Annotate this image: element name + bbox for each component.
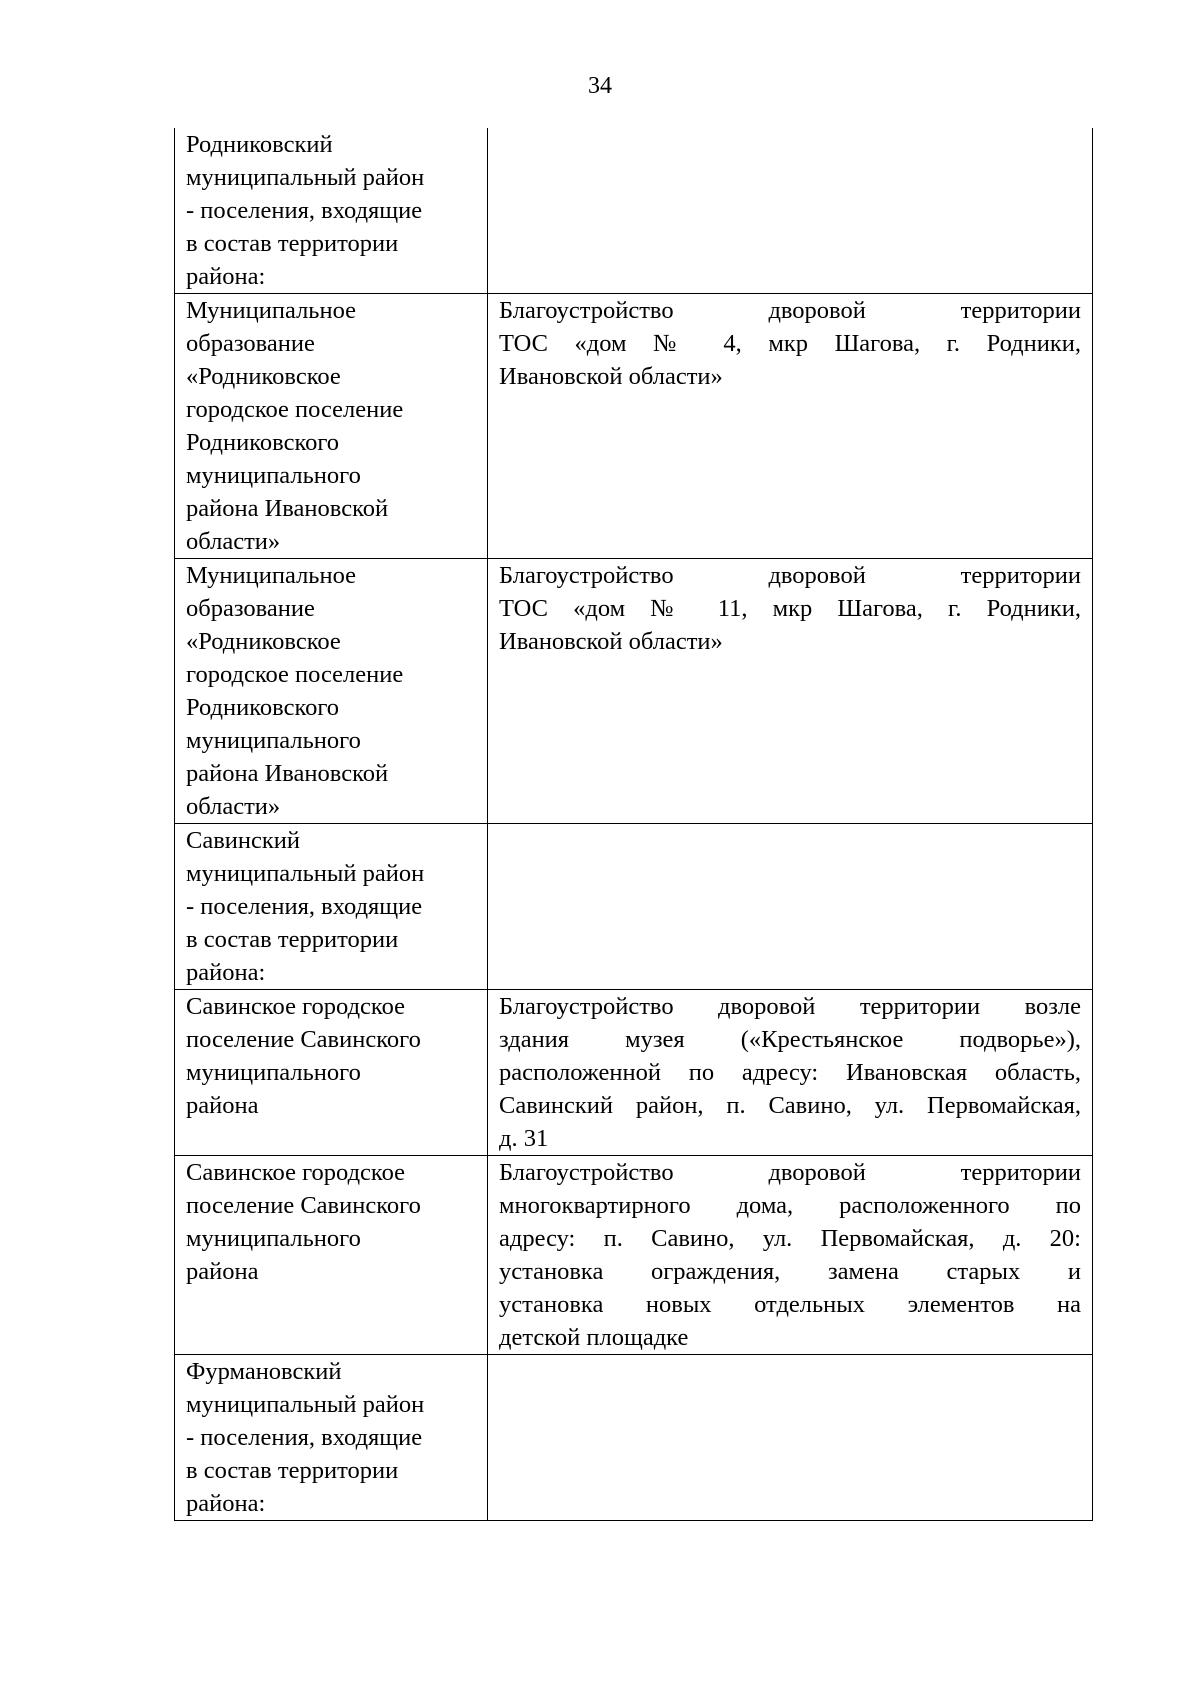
municipality-text-line: - поселения, входящие bbox=[186, 197, 423, 224]
project-text-line: расположенной по адресу: Ивановская область, bbox=[499, 1059, 1081, 1086]
project-text-line: ТОС «дом № 11, мкр Шагова, г. Родники, bbox=[499, 595, 1081, 622]
municipality-text-line: района: bbox=[186, 1490, 266, 1517]
municipality-text-line: в состав территории bbox=[186, 230, 399, 257]
municipality-text-line: поселение Савинского bbox=[186, 1026, 421, 1053]
municipality-cell bbox=[175, 824, 488, 990]
municipality-text-line: муниципальный район bbox=[186, 1391, 425, 1418]
municipality-text-line: - поселения, входящие bbox=[186, 893, 423, 920]
project-text-line: установка ограждения, замена старых и bbox=[499, 1258, 1081, 1285]
project-cell bbox=[488, 128, 1093, 294]
municipality-cell bbox=[175, 294, 488, 559]
project-text-line: установка новых отдельных элементов на bbox=[499, 1291, 1081, 1318]
project-text-line: многоквартирного дома, расположенного по bbox=[499, 1192, 1081, 1219]
municipality-text-line: поселение Савинского bbox=[186, 1192, 421, 1219]
table-row bbox=[175, 294, 1093, 559]
municipality-text-line: района: bbox=[186, 263, 266, 290]
project-text-line: Савинский район, п. Савино, ул. Первомайская, bbox=[499, 1092, 1081, 1119]
page-number: 34 bbox=[588, 73, 612, 99]
municipality-text-line: Фурмановский bbox=[186, 1358, 342, 1385]
municipality-text-line: Родниковского bbox=[186, 429, 340, 456]
municipality-text-line: Савинское городское bbox=[186, 1159, 405, 1186]
municipality-text-line: района bbox=[186, 1092, 259, 1119]
table-row bbox=[175, 559, 1093, 824]
municipality-text-line: в состав территории bbox=[186, 1457, 399, 1484]
table-row bbox=[175, 824, 1093, 990]
municipality-text-line: района Ивановской bbox=[186, 760, 389, 787]
municipality-projects-table bbox=[174, 128, 1093, 1521]
table-row bbox=[175, 990, 1093, 1156]
municipality-text-line: района: bbox=[186, 959, 266, 986]
municipality-text-line: в состав территории bbox=[186, 926, 399, 953]
municipality-cell bbox=[175, 559, 488, 824]
municipality-text-line: района bbox=[186, 1258, 259, 1285]
project-text-line: здания музея («Крестьянское подворье»), bbox=[499, 1026, 1081, 1053]
municipality-text-line: Родниковский bbox=[186, 131, 333, 158]
municipality-text-line: муниципального bbox=[186, 1225, 361, 1252]
municipality-text-line: городское поселение bbox=[186, 661, 404, 688]
project-cell bbox=[488, 824, 1093, 990]
project-text-line: Благоустройство дворовой территории возле bbox=[499, 993, 1081, 1020]
project-text-line: ТОС «дом № 4, мкр Шагова, г. Родники, bbox=[499, 330, 1081, 357]
project-cell bbox=[488, 1355, 1093, 1521]
project-cell bbox=[488, 1156, 1093, 1355]
municipality-text-line: муниципального bbox=[186, 1059, 361, 1086]
municipality-text-line: городское поселение bbox=[186, 396, 404, 423]
project-text-line: Ивановской области» bbox=[499, 363, 723, 390]
municipality-text-line: муниципального bbox=[186, 462, 361, 489]
municipality-text-line: Савинский bbox=[186, 827, 301, 854]
project-text-line: Благоустройство дворовой территории bbox=[499, 1159, 1081, 1186]
municipality-cell bbox=[175, 1355, 488, 1521]
municipality-text-line: муниципального bbox=[186, 727, 361, 754]
municipality-text-line: образование bbox=[186, 330, 315, 357]
project-cell bbox=[488, 294, 1093, 559]
project-text-line: д. 31 bbox=[499, 1125, 549, 1152]
municipality-text-line: области» bbox=[186, 793, 281, 820]
municipality-text-line: муниципальный район bbox=[186, 164, 425, 191]
municipality-cell bbox=[175, 128, 488, 294]
municipality-text-line: - поселения, входящие bbox=[186, 1424, 423, 1451]
municipality-text-line: образование bbox=[186, 595, 315, 622]
table-row bbox=[175, 1156, 1093, 1355]
municipality-text-line: «Родниковское bbox=[186, 628, 341, 655]
municipality-text-line: Муниципальное bbox=[186, 562, 357, 589]
municipality-text-line: Савинское городское bbox=[186, 993, 405, 1020]
table-row bbox=[175, 1355, 1093, 1521]
municipality-text-line: области» bbox=[186, 528, 281, 555]
municipality-cell bbox=[175, 1156, 488, 1355]
table-row bbox=[175, 128, 1093, 294]
municipality-text-line: района Ивановской bbox=[186, 495, 389, 522]
project-cell bbox=[488, 559, 1093, 824]
municipality-cell bbox=[175, 990, 488, 1156]
project-text-line: детской площадке bbox=[499, 1324, 689, 1351]
project-text-line: Ивановской области» bbox=[499, 628, 723, 655]
project-text-line: адресу: п. Савино, ул. Первомайская, д. 20: bbox=[499, 1225, 1081, 1252]
municipality-text-line: Муниципальное bbox=[186, 297, 357, 324]
project-cell bbox=[488, 990, 1093, 1156]
project-text-line: Благоустройство дворовой территории bbox=[499, 562, 1081, 589]
municipality-text-line: Родниковского bbox=[186, 694, 340, 721]
project-text-line: Благоустройство дворовой территории bbox=[499, 297, 1081, 324]
municipality-text-line: муниципальный район bbox=[186, 860, 425, 887]
municipality-text-line: «Родниковское bbox=[186, 363, 341, 390]
